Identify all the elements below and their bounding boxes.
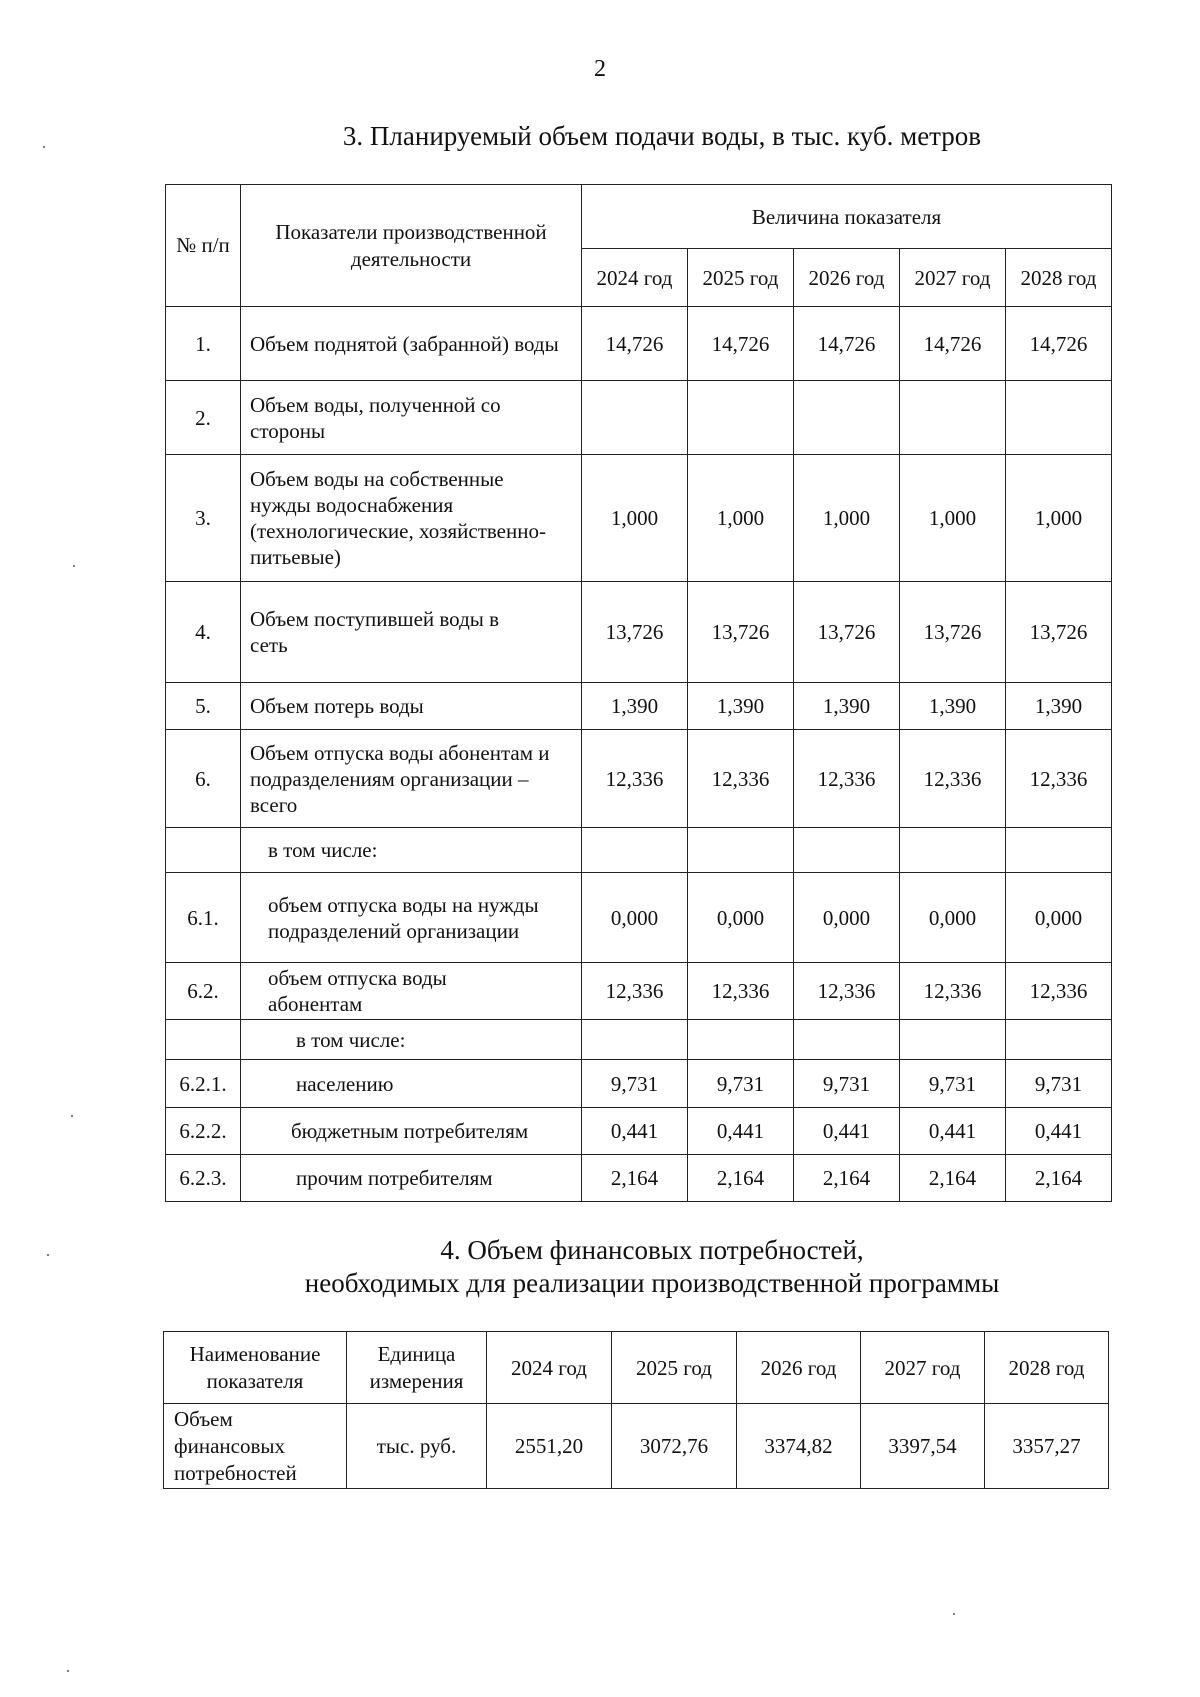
row-value: 12,336 <box>794 730 900 828</box>
row-num: 4. <box>166 582 241 683</box>
row-value: 3397,54 <box>861 1404 985 1489</box>
header-year: 2026 год <box>737 1332 861 1404</box>
row-value: 12,336 <box>582 963 688 1020</box>
row-num: 3. <box>166 455 241 582</box>
row-value: 0,441 <box>794 1108 900 1155</box>
section-4-title <box>52 1234 1200 1300</box>
row-value: 0,000 <box>900 873 1006 963</box>
row-value: 0,441 <box>582 1108 688 1155</box>
row-value: 12,336 <box>900 730 1006 828</box>
header-value-group: Величина показателя <box>582 185 1112 249</box>
header-year: 2024 год <box>487 1332 612 1404</box>
row-value <box>794 381 900 455</box>
row-value <box>794 1020 900 1060</box>
table-row <box>166 963 1112 1020</box>
row-value: 1,000 <box>582 455 688 582</box>
row-label: Объем потерь воды <box>241 683 582 730</box>
row-num <box>166 828 241 873</box>
row-num: 6.2. <box>166 963 241 1020</box>
row-value: 1,390 <box>900 683 1006 730</box>
water-supply-table <box>165 184 1112 1202</box>
row-value: 12,336 <box>688 963 794 1020</box>
row-value <box>900 828 1006 873</box>
row-num <box>166 1020 241 1060</box>
row-value: 12,336 <box>900 963 1006 1020</box>
row-value <box>794 828 900 873</box>
header-year: 2025 год <box>612 1332 737 1404</box>
row-value: 1,000 <box>900 455 1006 582</box>
row-value <box>582 1020 688 1060</box>
scan-speck <box>47 1254 49 1256</box>
table-row <box>166 730 1112 828</box>
scan-speck <box>67 1670 69 1672</box>
row-value: 12,336 <box>1006 730 1112 828</box>
table-row <box>166 1060 1112 1108</box>
row-value: 12,336 <box>1006 963 1112 1020</box>
row-value: 13,726 <box>900 582 1006 683</box>
row-value <box>688 1020 794 1060</box>
row-value <box>582 828 688 873</box>
financial-needs-table <box>163 1331 1109 1489</box>
row-value: 3374,82 <box>737 1404 861 1489</box>
row-value: 9,731 <box>900 1060 1006 1108</box>
row-value: 9,731 <box>582 1060 688 1108</box>
row-num: 6.2.1. <box>166 1060 241 1108</box>
header-num: № п/п <box>166 185 241 307</box>
row-value: 14,726 <box>900 307 1006 381</box>
row-value: 14,726 <box>794 307 900 381</box>
row-value: 2,164 <box>688 1155 794 1202</box>
row-value <box>1006 381 1112 455</box>
page-number: 2 <box>594 56 606 82</box>
row-value: 9,731 <box>688 1060 794 1108</box>
header-indicator: Показатели производственной деятельности <box>241 185 582 307</box>
row-label: объем отпуска воды на нужды подразделений организации <box>241 873 582 963</box>
row-value <box>688 381 794 455</box>
table-row <box>166 873 1112 963</box>
table-row <box>164 1404 1109 1489</box>
scan-speck <box>953 1613 955 1615</box>
row-value: 9,731 <box>1006 1060 1112 1108</box>
row-value: 1,390 <box>1006 683 1112 730</box>
table-row <box>166 683 1112 730</box>
row-value: 13,726 <box>688 582 794 683</box>
row-value <box>688 828 794 873</box>
header-name: Наименование показателя <box>164 1332 347 1404</box>
water-supply-rows <box>166 307 1112 1202</box>
row-value: 1,390 <box>688 683 794 730</box>
section-4-title-line2: необходимых для реализации производственной программы <box>304 1268 1000 1298</box>
row-value <box>1006 1020 1112 1060</box>
row-value: 9,731 <box>794 1060 900 1108</box>
row-value: 1,390 <box>582 683 688 730</box>
row-label: Объем воды на собственные нужды водоснабжения (технологические, хозяйственно-питьевые) <box>241 455 582 582</box>
row-value: 2,164 <box>900 1155 1006 1202</box>
row-label: в том числе: <box>241 1020 582 1060</box>
row-value: 1,000 <box>1006 455 1112 582</box>
row-label: населению <box>241 1060 582 1108</box>
row-value <box>900 1020 1006 1060</box>
row-label: бюджетным потребителям <box>241 1108 582 1155</box>
row-value: 13,726 <box>582 582 688 683</box>
table-row <box>166 1108 1112 1155</box>
row-value: 12,336 <box>688 730 794 828</box>
row-num: 5. <box>166 683 241 730</box>
row-label: Объем воды, полученной со стороны <box>241 381 582 455</box>
row-value: 0,441 <box>1006 1108 1112 1155</box>
row-value: 14,726 <box>582 307 688 381</box>
row-value: 0,441 <box>900 1108 1006 1155</box>
header-year: 2024 год <box>582 249 688 307</box>
row-value: 0,441 <box>688 1108 794 1155</box>
table-row <box>166 307 1112 381</box>
row-value: 2,164 <box>1006 1155 1112 1202</box>
table-row <box>166 1155 1112 1202</box>
row-num: 6.2.3. <box>166 1155 241 1202</box>
row-value: 3072,76 <box>612 1404 737 1489</box>
row-value: 0,000 <box>794 873 900 963</box>
row-num: 6. <box>166 730 241 828</box>
section-4-title-line1: 4. Объем финансовых потребностей, <box>440 1235 864 1265</box>
row-label: в том числе: <box>241 828 582 873</box>
row-value: 1,000 <box>794 455 900 582</box>
row-label: прочим потребителям <box>241 1155 582 1202</box>
header-year: 2027 год <box>900 249 1006 307</box>
scan-speck <box>73 565 75 567</box>
row-value <box>900 381 1006 455</box>
row-num: 6.2.2. <box>166 1108 241 1155</box>
row-value: 12,336 <box>794 963 900 1020</box>
table-row <box>166 828 1112 873</box>
row-value: 0,000 <box>688 873 794 963</box>
header-year: 2025 год <box>688 249 794 307</box>
section-3-title: 3. Планируемый объем подачи воды, в тыс. куб. метров <box>342 121 982 151</box>
row-value: 1,000 <box>688 455 794 582</box>
row-num: 1. <box>166 307 241 381</box>
header-year: 2026 год <box>794 249 900 307</box>
row-value: 13,726 <box>1006 582 1112 683</box>
header-year: 2027 год <box>861 1332 985 1404</box>
row-value: 14,726 <box>1006 307 1112 381</box>
row-value <box>1006 828 1112 873</box>
row-value <box>582 381 688 455</box>
row-value: 12,336 <box>582 730 688 828</box>
row-label: Объем поднятой (забранной) воды <box>241 307 582 381</box>
row-value: 2551,20 <box>487 1404 612 1489</box>
row-unit: тыс. руб. <box>347 1404 487 1489</box>
row-num: 6.1. <box>166 873 241 963</box>
row-value: 2,164 <box>794 1155 900 1202</box>
row-value: 13,726 <box>794 582 900 683</box>
row-value: 0,000 <box>1006 873 1112 963</box>
row-label: Объем отпуска воды абонентам и подразделениям организации – всего <box>241 730 582 828</box>
row-num: 2. <box>166 381 241 455</box>
header-year: 2028 год <box>1006 249 1112 307</box>
row-value: 2,164 <box>582 1155 688 1202</box>
row-value: 14,726 <box>688 307 794 381</box>
table-row <box>166 381 1112 455</box>
header-unit: Единица измерения <box>347 1332 487 1404</box>
header-year: 2028 год <box>985 1332 1109 1404</box>
table-row <box>166 582 1112 683</box>
row-name: Объем финансовых потребностей <box>164 1404 347 1489</box>
row-label: Объем поступившей воды в сеть <box>241 582 582 683</box>
row-value: 0,000 <box>582 873 688 963</box>
table-row <box>166 1020 1112 1060</box>
scan-speck <box>71 1115 73 1117</box>
table-row <box>166 455 1112 582</box>
row-value: 1,390 <box>794 683 900 730</box>
row-value: 3357,27 <box>985 1404 1109 1489</box>
row-label: объем отпуска воды абонентам <box>241 963 582 1020</box>
scan-speck <box>43 146 45 148</box>
